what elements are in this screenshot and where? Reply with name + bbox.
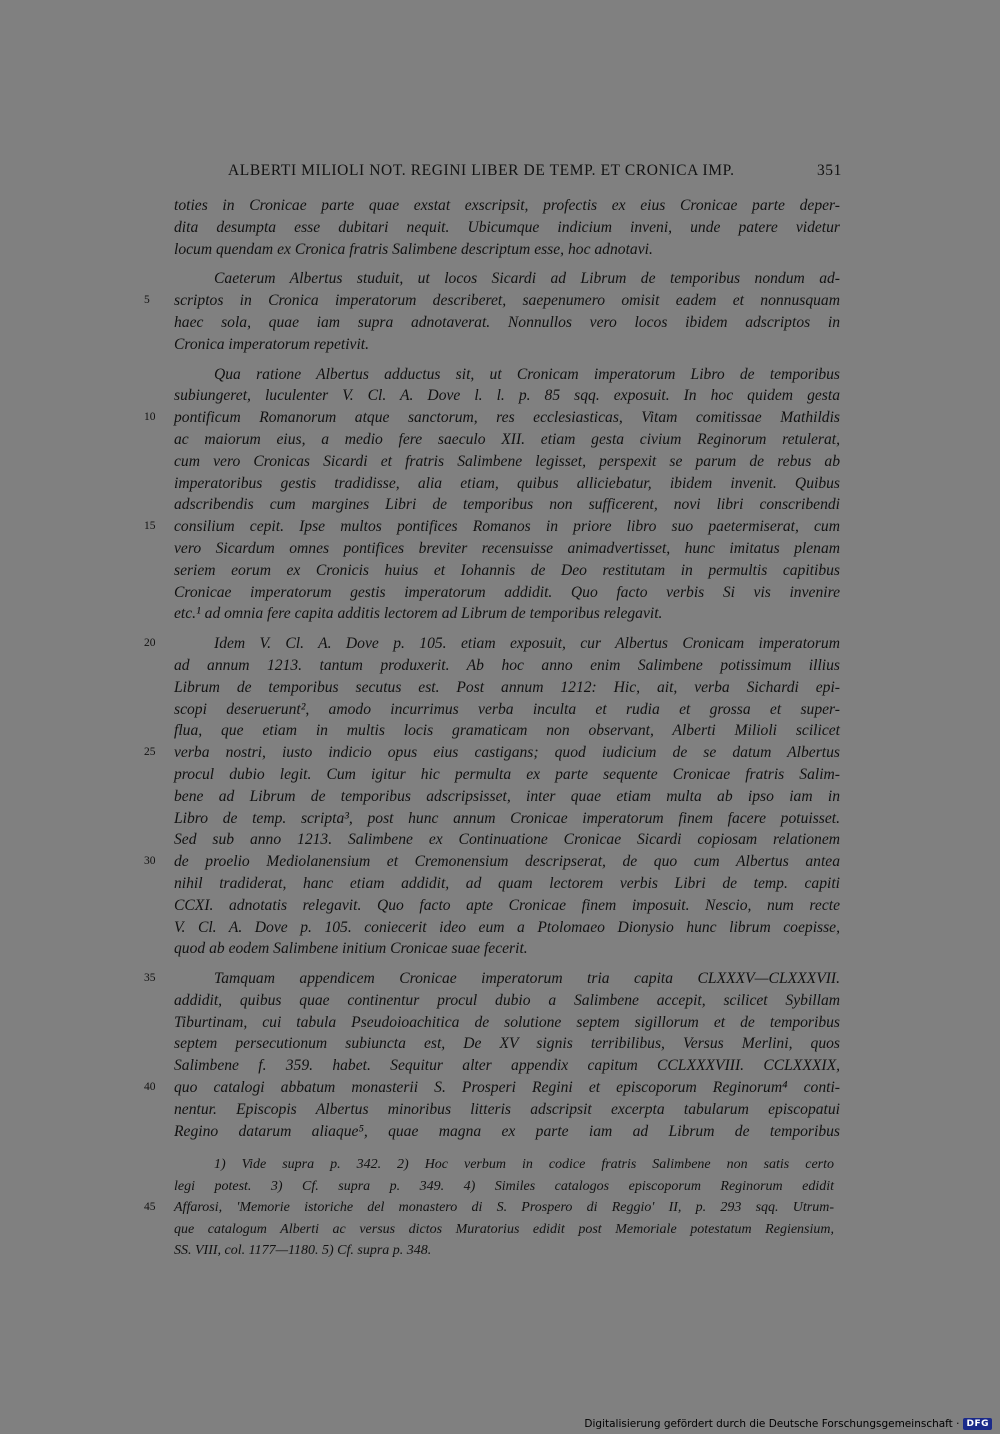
text-line (174, 560, 840, 582)
line-text: flua, que etiam in multis locis gramaticam non observant, Alberti Milioli scilicet (174, 722, 840, 740)
line-text: pontificum Romanorum atque sanctorum, res ecclesiasticas, Vitam comitissae Mathildis (174, 409, 840, 427)
line-text: scopi deseruerunt², amodo incurrimus verba inculta et rudia et grossa et super- (174, 700, 840, 718)
line-text: bene ad Librum de temporibus adscripsisset, inter quae etiam multa ab ipso iam in (174, 787, 840, 805)
line-text: Tamquam appendicem Cronicae imperatorum tria capita CLXXXV—CLXXXVII. (214, 970, 840, 988)
page-number: 351 (816, 162, 842, 179)
line-number: 10 (144, 411, 156, 424)
credit-text: Digitalisierung gefördert durch die Deutsche Forschungsgemeinschaft · (584, 1418, 960, 1430)
line-text: subiungeret, luculenter V. Cl. A. Dove l. l. p. 85 sqq. exposuit. In hoc quidem gesta (174, 387, 840, 405)
line-text: nentur. Episcopis Albertus minoribus litteris adscripsit excerpta tabularum episcopatui (174, 1100, 840, 1118)
body-text (144, 195, 840, 1142)
text-line (174, 582, 840, 604)
running-title: ALBERTI MILIOLI NOT. REGINI LIBER DE TEMP. ET CRONICA IMP. (228, 162, 735, 179)
line-text: quod ab eodem Salimbene initium Cronicae suae fecerit. (174, 940, 528, 958)
line-number: 15 (144, 520, 156, 533)
paragraph-gap (174, 356, 840, 364)
line-text: procul dubio legit. Cum igitur hic permulta ex parte sequente Cronicae fratris Salim- (174, 765, 840, 783)
text-line (174, 829, 840, 851)
line-text: ad annum 1213. tantum produxerit. Ab hoc anno enim Salimbene potissimum illius (174, 656, 840, 674)
line-text: adscribendis cum margines Libri de temporibus non sufficerent, novi libri conscribendi (174, 496, 840, 514)
line-text: nihil tradiderat, hanc etiam addidit, ad quam lectorem verbis Libri de temp. capiti (174, 874, 840, 892)
text-line (144, 290, 840, 312)
text-line (174, 239, 840, 261)
line-text: cum vero Cronicas Sicardi et fratris Salimbene legisset, perspexit se parum de rebus ab (174, 452, 840, 470)
text-line (174, 217, 840, 239)
text-line (174, 473, 840, 495)
text-line (144, 1197, 834, 1219)
text-line (174, 764, 840, 786)
text-line (174, 429, 840, 451)
line-text: verba nostri, iusto indicio opus eius castigans; quod iudicium de se datum Albertus (174, 744, 840, 762)
text-line (174, 1033, 840, 1055)
text-line (144, 516, 840, 538)
text-line (174, 385, 840, 407)
text-line (174, 655, 840, 677)
line-text: dita desumpta esse dubitari nequit. Ubicumque indicium inveni, unde patere videtur (174, 218, 840, 236)
line-text: septem persecutionum subiuncta est, De XV signis terribilibus, Versus Merlini, quos (174, 1035, 840, 1053)
paragraph-gap (174, 960, 840, 968)
text-line (174, 334, 840, 356)
text-line (174, 538, 840, 560)
line-text: Tiburtinam, cui tabula Pseudoioachitica de solutione septem sigillorum et de temporibus (174, 1013, 840, 1031)
line-text: Libro de temp. scripta³, post hunc annum Cronicae imperatorum finem facere potuisset. (174, 809, 840, 827)
text-line (174, 1154, 834, 1176)
text-line (174, 1055, 840, 1077)
line-text: legi potest. 3) Cf. supra p. 349. 4) Similes catalogos episcoporum Reginorum edidit (174, 1178, 834, 1194)
line-number: 35 (144, 972, 156, 985)
line-text: addidit, quibus quae continentur procul dubio a Salimbene accepit, scilicet Sybillam (174, 991, 840, 1009)
line-text: Regino datarum aliaque⁵, quae magna ex parte iam ad Librum de temporibus (174, 1122, 840, 1140)
line-text: etc.¹ ad omnia fere capita additis lectorem ad Librum de temporibus relegavit. (174, 605, 663, 623)
text-line (174, 1121, 840, 1143)
text-line (174, 1176, 834, 1198)
line-text: Salimbene f. 359. habet. Sequitur alter appendix capitum CCLXXXVIII. CCLXXXIX, (174, 1057, 840, 1075)
text-line (174, 1099, 840, 1121)
line-number: 30 (144, 855, 156, 868)
line-text: SS. VIII, col. 1177—1180. 5) Cf. supra p. 348. (174, 1243, 432, 1259)
text-line (174, 1240, 834, 1262)
footnotes (144, 1154, 834, 1262)
text-line (144, 968, 840, 990)
text-line (174, 677, 840, 699)
line-text: vero Sicardum omnes pontifices breviter recensuisse animadvertisset, hunc imitatus plenam (174, 539, 840, 557)
line-text: Cronicae imperatorum gestis imperatorum addidit. Quo facto verbis Si vis invenire (174, 583, 840, 601)
digitization-credit (584, 1418, 992, 1430)
text-line (174, 917, 840, 939)
line-text: que catalogum Alberti ac versus dictos Muratorius edidit post Memoriale potestatum Regiensium, (174, 1221, 834, 1237)
text-line (174, 808, 840, 830)
text-line (174, 938, 840, 960)
dfg-logo: DFG (963, 1418, 992, 1430)
line-number: 45 (144, 1201, 156, 1214)
text-line (144, 1077, 840, 1099)
text-line (174, 603, 840, 625)
line-text: quo catalogi abbatum monasterii S. Prosperi Regini et episcoporum Reginorum⁴ conti- (174, 1079, 840, 1097)
text-line (144, 742, 840, 764)
text-line (174, 312, 840, 334)
text-line (174, 268, 840, 290)
line-text: scriptos in Cronica imperatorum describeret, saepenumero omisit eadem et nonnusquam (174, 292, 840, 310)
text-line (174, 990, 840, 1012)
text-line (174, 895, 840, 917)
text-line (144, 633, 840, 655)
line-text: imperatoribus gestis tradidisse, alia etiam, quibus alliciebatur, ibidem invenit. Quibus (174, 474, 840, 492)
text-line (174, 494, 840, 516)
line-text: toties in Cronicae parte quae exstat exscripsit, profectis ex eius Cronicae parte deper- (174, 197, 840, 214)
line-text: de proelio Mediolanensium et Cremonensium descripserat, de quo cum Albertus antea (174, 853, 840, 871)
text-line (174, 699, 840, 721)
text-line (144, 407, 840, 429)
line-text: Caeterum Albertus studuit, ut locos Sicardi ad Librum de temporibus nondum ad- (214, 270, 840, 288)
line-text: locum quendam ex Cronica fratris Salimbene descriptum esse, hoc adnotavi. (174, 240, 653, 258)
text-line (174, 451, 840, 473)
paragraph-gap (174, 625, 840, 633)
line-text: Cronica imperatorum repetivit. (174, 335, 370, 353)
line-text: haec sola, quae iam supra adnotaverat. Nonnullos vero locos ibidem adscriptos in (174, 313, 840, 331)
text-line (174, 364, 840, 386)
text-line (144, 851, 840, 873)
line-number: 25 (144, 746, 156, 759)
line-text: seriem eorum ex Cronicis huius et Iohannis de Deo restitutam in permultis capitibus (174, 561, 840, 579)
line-text: CCXI. adnotatis relegavit. Quo facto apte Cronicae finem imposuit. Nescio, num recte (174, 896, 840, 914)
text-line (174, 720, 840, 742)
line-text: Idem V. Cl. A. Dove p. 105. etiam exposuit, cur Albertus Cronicam imperatorum (214, 635, 840, 653)
text-line (174, 873, 840, 895)
paragraph-gap (174, 260, 840, 268)
text-line (174, 1219, 834, 1241)
line-text: consilium cepit. Ipse multos pontifices Romanos in priore libro suo paetermiserat, cum (174, 518, 840, 536)
line-number: 40 (144, 1081, 156, 1094)
line-number: 20 (144, 637, 156, 650)
line-text: Librum de temporibus secutus est. Post annum 1212: Hic, ait, verba Sichardi epi- (174, 678, 840, 696)
text-line (174, 195, 840, 217)
line-text: ac maiorum eius, a medio fere saeculo XII. etiam gesta civium Reginorum retulerat, (174, 430, 840, 448)
line-text: 1) Vide supra p. 342. 2) Hoc verbum in codice fratris Salimbene non satis certo (214, 1157, 834, 1172)
text-line (174, 786, 840, 808)
line-text: V. Cl. A. Dove p. 105. coniecerit ideo eum a Ptolomaeo Dionysio hunc librum coepisse, (174, 918, 840, 936)
line-text: Sed sub anno 1213. Salimbene ex Continuatione Cronicae Sicardi copiosam relationem (174, 831, 840, 849)
line-text: Qua ratione Albertus adductus sit, ut Cronicam imperatorum Libro de temporibus (214, 365, 840, 383)
text-line (174, 1012, 840, 1034)
line-number: 5 (144, 294, 150, 307)
line-text: Affarosi, 'Memorie istoriche del monastero di S. Prospero di Reggio' II, p. 293 sqq. Utrum- (174, 1200, 834, 1216)
